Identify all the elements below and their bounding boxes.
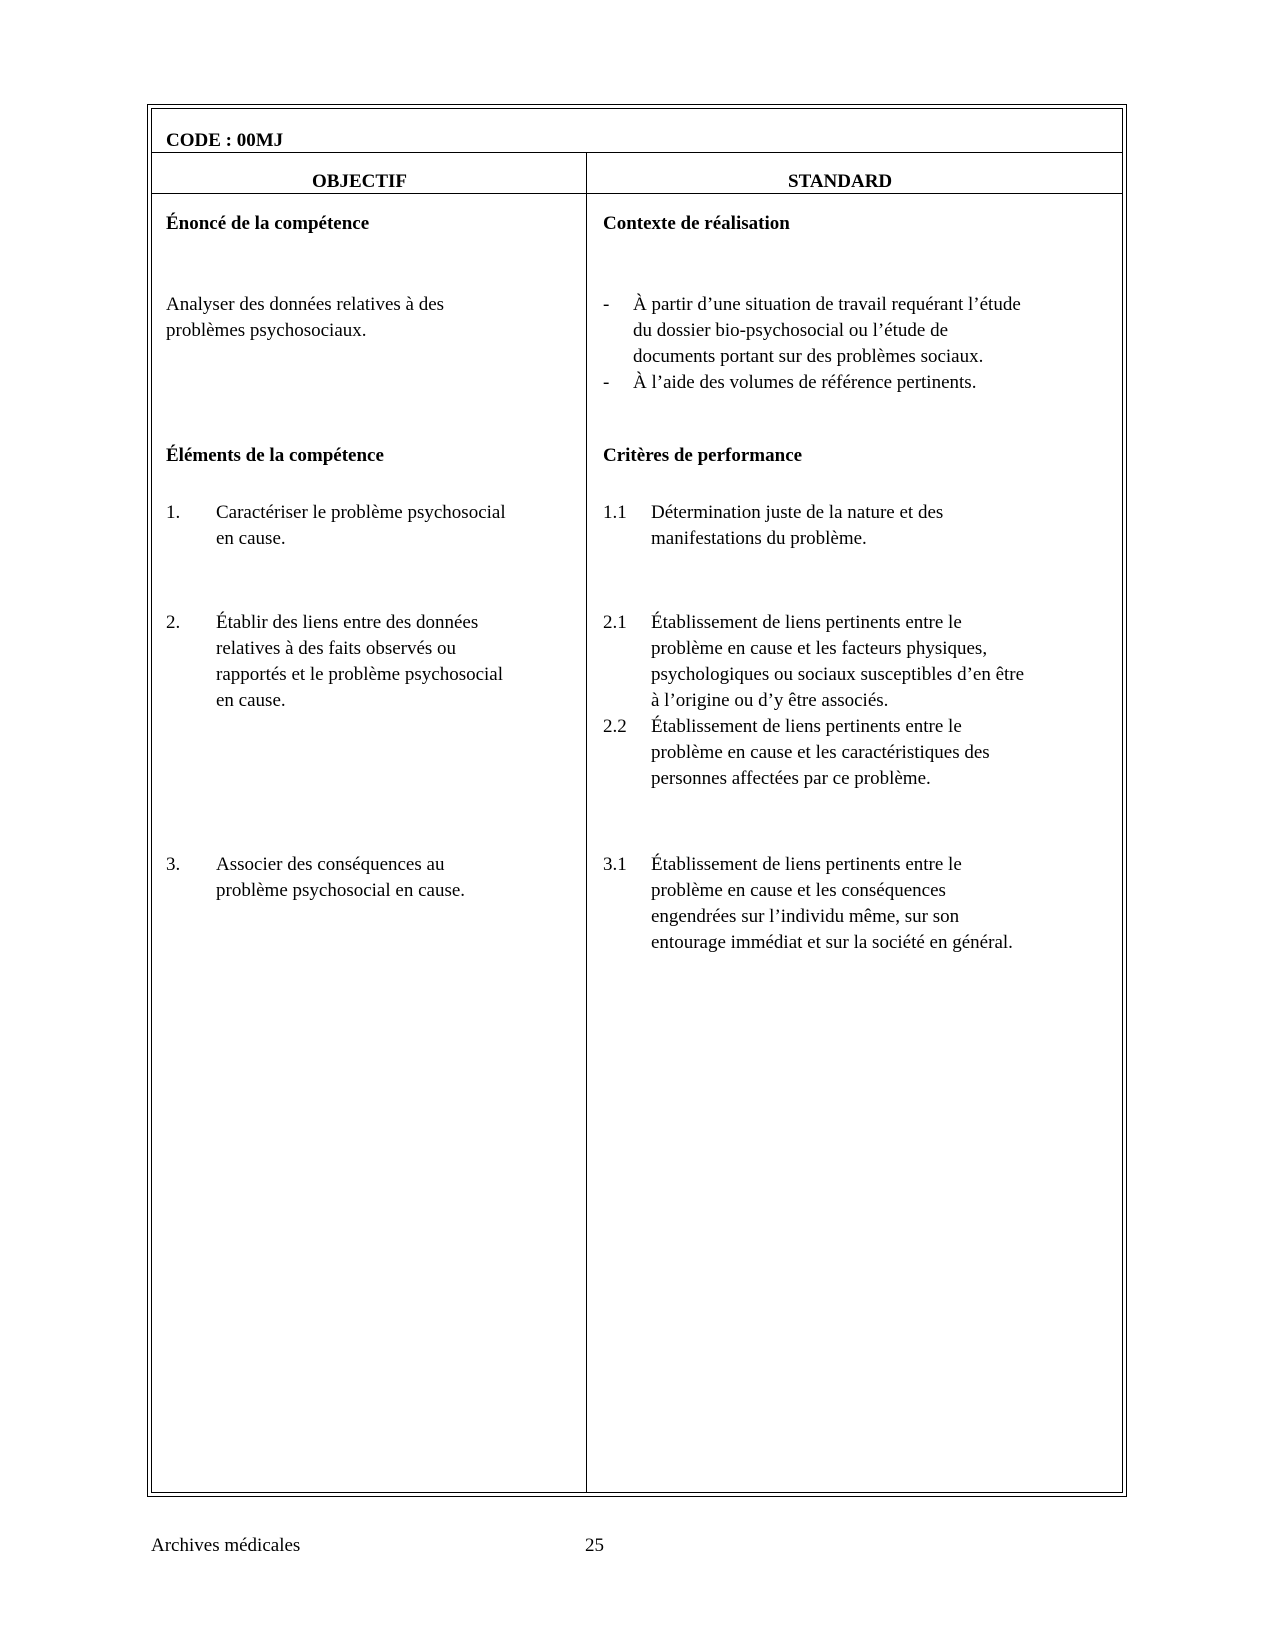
element-number: 3. bbox=[166, 854, 181, 875]
element-number: 1. bbox=[166, 502, 181, 523]
critere-number: 1.1 bbox=[603, 502, 627, 523]
critere-line: Détermination juste de la nature et des bbox=[651, 502, 944, 523]
critere-line: à l’origine ou d’y être associés. bbox=[651, 690, 889, 711]
contexte-bullet: - bbox=[603, 372, 610, 393]
critere-line: engendrées sur l’individu même, sur son bbox=[651, 906, 960, 927]
critere-line: personnes affectées par ce problème. bbox=[651, 768, 931, 789]
header-top-rule bbox=[151, 152, 1123, 153]
element-line: Caractériser le problème psychosocial bbox=[216, 502, 506, 523]
element-line: relatives à des faits observés ou bbox=[216, 638, 457, 659]
footer-title: Archives médicales bbox=[151, 1535, 301, 1556]
element-line: rapportés et le problème psychosocial bbox=[216, 664, 504, 685]
column-divider bbox=[586, 152, 587, 1493]
enonce-line: problèmes psychosociaux. bbox=[166, 320, 367, 341]
element-line: problème psychosocial en cause. bbox=[216, 880, 466, 901]
critere-line: manifestations du problème. bbox=[651, 528, 867, 549]
critere-number: 3.1 bbox=[603, 854, 627, 875]
element-line: Établir des liens entre des données bbox=[216, 612, 479, 633]
critere-line: psychologiques ou sociaux susceptibles d’en être bbox=[651, 664, 1025, 685]
element-number: 2. bbox=[166, 612, 181, 633]
critere-line: Établissement de liens pertinents entre le bbox=[651, 612, 962, 633]
critere-number: 2.2 bbox=[603, 716, 627, 737]
contexte-line: documents portant sur des problèmes sociaux. bbox=[633, 346, 984, 367]
element-line: en cause. bbox=[216, 690, 286, 711]
header-bottom-rule bbox=[151, 193, 1123, 194]
contexte-line: À partir d’une situation de travail requérant l’étude bbox=[633, 294, 1021, 315]
critere-number: 2.1 bbox=[603, 612, 627, 633]
header-objectif: OBJECTIF bbox=[312, 171, 408, 192]
contexte-line: du dossier bio-psychosocial ou l’étude de bbox=[633, 320, 949, 341]
critere-line: entourage immédiat et sur la société en général. bbox=[651, 932, 1013, 953]
header-standard: STANDARD bbox=[788, 171, 893, 192]
critere-line: problème en cause et les caractéristiques des bbox=[651, 742, 990, 763]
element-line: Associer des conséquences au bbox=[216, 854, 445, 875]
contexte-bullet: - bbox=[603, 294, 610, 315]
elements-title: Éléments de la compétence bbox=[166, 445, 384, 466]
critere-line: problème en cause et les conséquences bbox=[651, 880, 946, 901]
critere-line: problème en cause et les facteurs physiques, bbox=[651, 638, 988, 659]
element-line: en cause. bbox=[216, 528, 286, 549]
critere-line: Établissement de liens pertinents entre le bbox=[651, 716, 962, 737]
page-number: 25 bbox=[585, 1535, 604, 1556]
code-label: CODE : 00MJ bbox=[166, 130, 284, 151]
contexte-line: À l’aide des volumes de référence pertinents. bbox=[633, 372, 977, 393]
enonce-title: Énoncé de la compétence bbox=[166, 213, 370, 234]
critere-line: Établissement de liens pertinents entre le bbox=[651, 854, 962, 875]
criteres-title: Critères de performance bbox=[603, 445, 803, 466]
contexte-title: Contexte de réalisation bbox=[603, 213, 790, 234]
enonce-line: Analyser des données relatives à des bbox=[166, 294, 445, 315]
